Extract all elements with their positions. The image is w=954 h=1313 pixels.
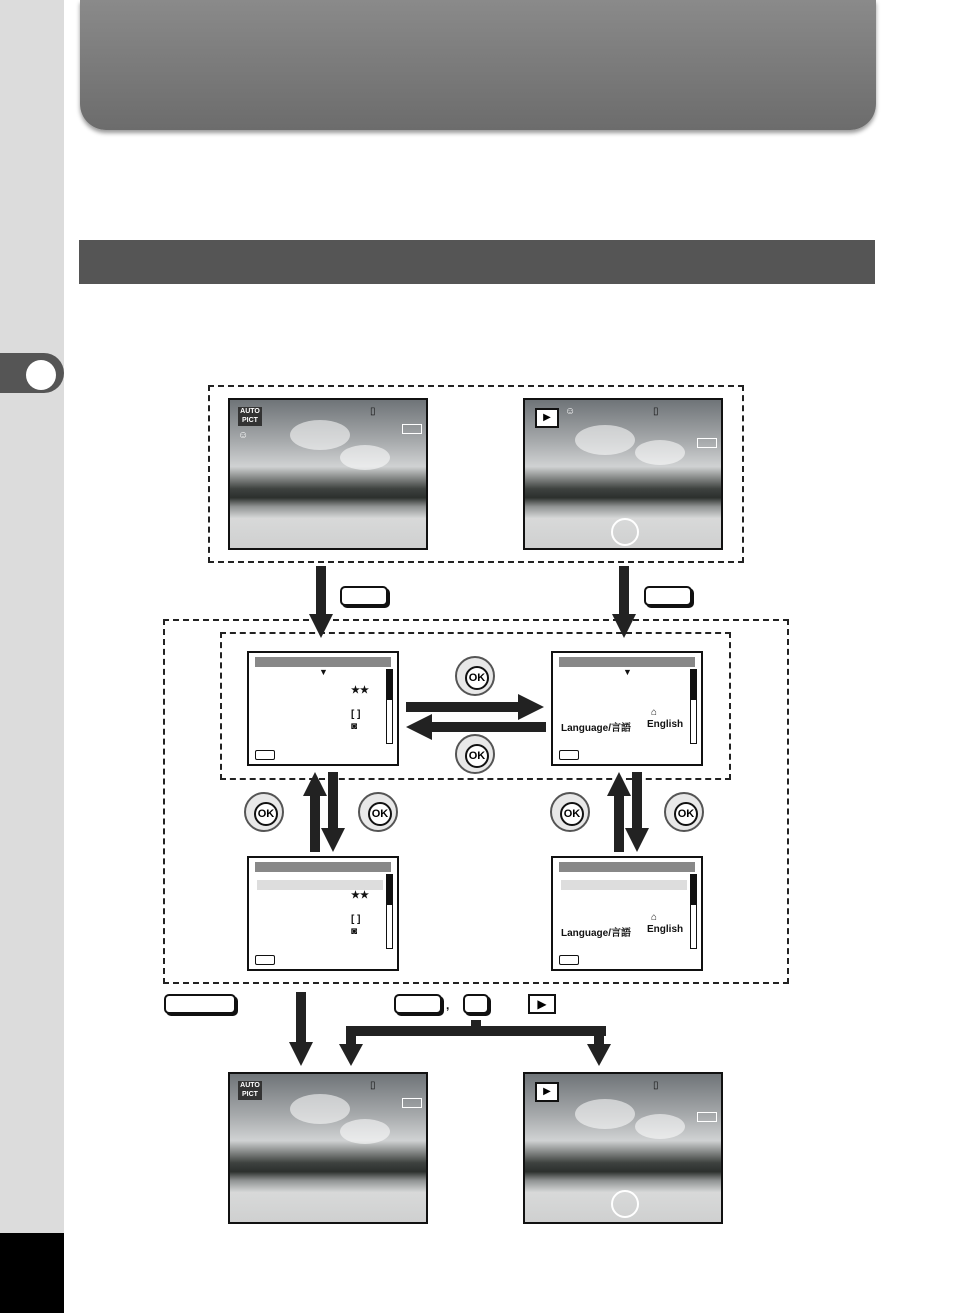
- menu-scrollbar: [690, 874, 697, 949]
- chevron-down-icon: ▼: [319, 667, 328, 677]
- capture-mode-screen-bottom: [228, 1072, 428, 1224]
- menu-button-key-right: [644, 586, 692, 606]
- chevron-down-icon: ▼: [623, 667, 632, 677]
- playback-icon: ▶: [535, 1082, 559, 1102]
- menu-ok-indicator: [559, 750, 579, 760]
- menu-button-key: [340, 586, 388, 606]
- menu-scrollbar: [386, 669, 393, 744]
- memory-card-icon: ▯: [653, 1080, 659, 1091]
- menu-highlight-row: [257, 880, 383, 890]
- ok-down-button-icon-right: OK: [664, 792, 704, 832]
- language-label: Language/言語: [561, 723, 632, 734]
- home-icon: ⌂: [651, 707, 658, 718]
- language-value: English: [647, 924, 684, 935]
- memory-card-icon: ▯: [653, 406, 659, 417]
- menu-highlight-row: [561, 880, 687, 890]
- focus-area-icon: [ ]: [351, 709, 361, 720]
- menu-ok-indicator: [559, 955, 579, 965]
- face-detect-icon: ☺: [238, 430, 249, 441]
- mode-badge-line2: PICT: [242, 417, 258, 424]
- mode-badge-line1: AUTO: [240, 1082, 260, 1089]
- language-label: Language/言語: [561, 928, 632, 939]
- battery-icon: [697, 1112, 717, 1122]
- menu-ok-indicator: [255, 955, 275, 965]
- ok-up-button-icon: OK: [244, 792, 284, 832]
- quality-stars-icon: ★★: [351, 890, 369, 901]
- arrow-shaft-left-down: [316, 566, 326, 618]
- ok-up-button-icon-right: OK: [550, 792, 590, 832]
- memory-card-icon: ▯: [370, 1080, 376, 1091]
- mode-badge-line1: AUTO: [240, 408, 260, 415]
- rec-menu-screen-top: [247, 651, 399, 766]
- metering-icon: ◙: [351, 926, 358, 937]
- menu-tab-bar: [559, 862, 695, 872]
- shutter-release-key: [164, 994, 236, 1014]
- auto-pict-icon: [238, 1081, 262, 1100]
- mode-badge-line2: PICT: [242, 1091, 258, 1098]
- setup-menu-screen-top: [551, 651, 703, 766]
- menu-ok-indicator: [255, 750, 275, 760]
- ok-down-button-icon: OK: [358, 792, 398, 832]
- menu-scrollbar: [386, 874, 393, 949]
- comma: ,: [446, 998, 450, 1012]
- menu-scrollbar: [690, 669, 697, 744]
- playback-mode-screen-bottom: [523, 1072, 723, 1224]
- menu-tab-bar: [559, 657, 695, 667]
- face-detect-icon: ☺: [565, 406, 576, 417]
- quality-stars-icon: ★★: [351, 685, 369, 696]
- language-value: English: [647, 719, 684, 730]
- metering-icon: ◙: [351, 721, 358, 732]
- focus-area-icon: [ ]: [351, 914, 361, 925]
- battery-icon: [402, 1098, 422, 1108]
- setup-menu-screen-bottom: [551, 856, 703, 971]
- rec-menu-screen-bottom: [247, 856, 399, 971]
- ok-right-button-icon: OK: [455, 656, 495, 696]
- ok-left-button-icon: OK: [455, 734, 495, 774]
- menu-tab-bar: [255, 657, 391, 667]
- menu-key: [394, 994, 442, 1014]
- home-icon: ⌂: [651, 912, 658, 923]
- memory-card-icon: ▯: [370, 406, 376, 417]
- playback-key-icon: ▶: [528, 994, 556, 1014]
- four-way-controller-icon: [611, 1190, 639, 1218]
- arrow-shaft-right-down: [619, 566, 629, 618]
- blank-key: [463, 994, 489, 1014]
- playback-icon: ▶: [535, 408, 559, 428]
- menu-tab-bar: [255, 862, 391, 872]
